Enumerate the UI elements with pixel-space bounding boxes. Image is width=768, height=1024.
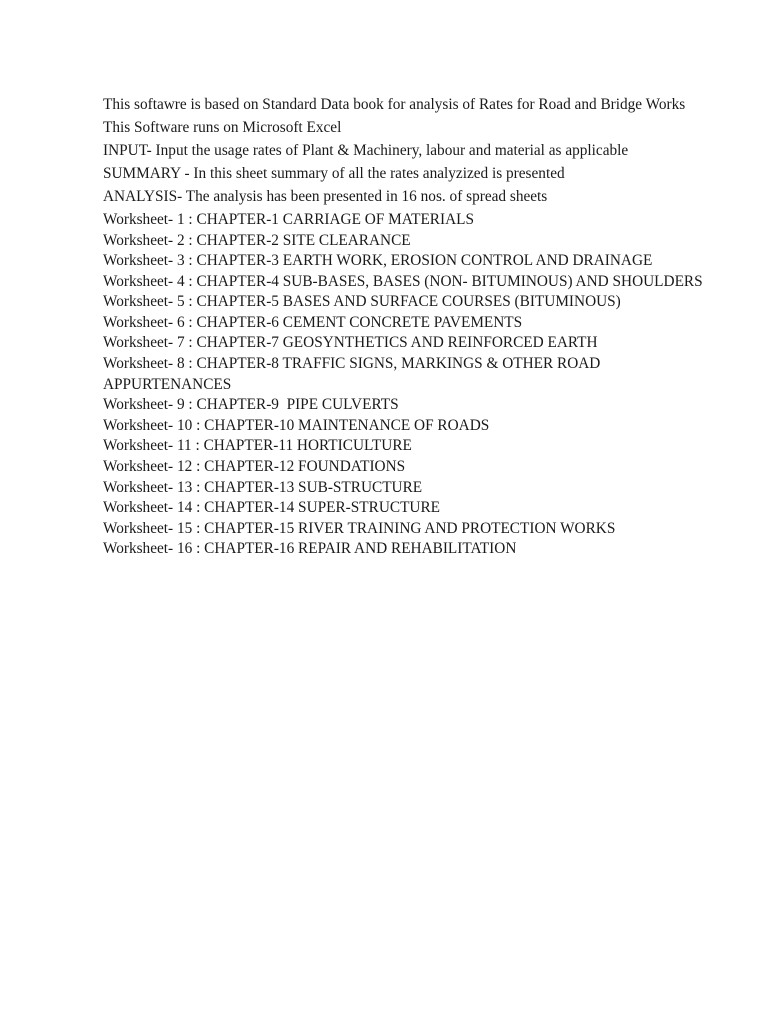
worksheet-item: Worksheet- 2 : CHAPTER-2 SITE CLEARANCE xyxy=(103,231,411,249)
worksheet-item: Worksheet- 4 : CHAPTER-4 SUB-BASES, BASES (NON- BITUMINOUS) AND SHOULDERS xyxy=(103,272,703,290)
worksheet-item: Worksheet- 7 : CHAPTER-7 GEOSYNTHETICS AND REINFORCED EARTH xyxy=(103,334,598,352)
worksheet-item: Worksheet- 12 : CHAPTER-12 FOUNDATIONS xyxy=(103,458,406,476)
worksheet-item: Worksheet- 8 : CHAPTER-8 TRAFFIC SIGNS, MARKINGS & OTHER ROAD APPURTENANCES xyxy=(103,355,604,393)
worksheet-list xyxy=(103,210,703,560)
worksheet-item: Worksheet- 6 : CHAPTER-6 CEMENT CONCRETE PAVEMENTS xyxy=(103,313,523,331)
worksheet-item: Worksheet- 1 : CHAPTER-1 CARRIAGE OF MATERIALS xyxy=(103,210,474,228)
worksheet-item: Worksheet- 3 : CHAPTER-3 EARTH WORK, EROSION CONTROL AND DRAINAGE xyxy=(103,252,653,270)
intro-line-excel: This Software runs on Microsoft Excel xyxy=(103,118,342,136)
document-body xyxy=(103,95,703,560)
worksheet-item: Worksheet- 13 : CHAPTER-13 SUB-STRUCTURE xyxy=(103,478,423,496)
worksheet-item: Worksheet- 14 : CHAPTER-14 SUPER-STRUCTURE xyxy=(103,499,441,517)
worksheet-item: Worksheet- 16 : CHAPTER-16 REPAIR AND REHABILITATION xyxy=(103,540,517,558)
intro-line-summary: SUMMARY - In this sheet summary of all the rates analyzized is presented xyxy=(103,164,565,182)
intro-line-input: INPUT- Input the usage rates of Plant & Machinery, labour and material as applicable xyxy=(103,141,629,159)
worksheet-item: Worksheet- 5 : CHAPTER-5 BASES AND SURFACE COURSES (BITUMINOUS) xyxy=(103,293,621,311)
worksheet-item: Worksheet- 11 : CHAPTER-11 HORTICULTURE xyxy=(103,437,412,455)
intro-line-software-basis: This softawre is based on Standard Data book for analysis of Rates for Road and Bridge Works xyxy=(103,96,686,113)
worksheet-item: Worksheet- 9 : CHAPTER-9 PIPE CULVERTS xyxy=(103,396,399,414)
worksheet-item: Worksheet- 15 : CHAPTER-15 RIVER TRAINING AND PROTECTION WORKS xyxy=(103,519,616,537)
worksheet-item: Worksheet- 10 : CHAPTER-10 MAINTENANCE OF ROADS xyxy=(103,416,490,434)
intro-line-analysis: ANALYSIS- The analysis has been presented in 16 nos. of spread sheets xyxy=(103,187,548,205)
